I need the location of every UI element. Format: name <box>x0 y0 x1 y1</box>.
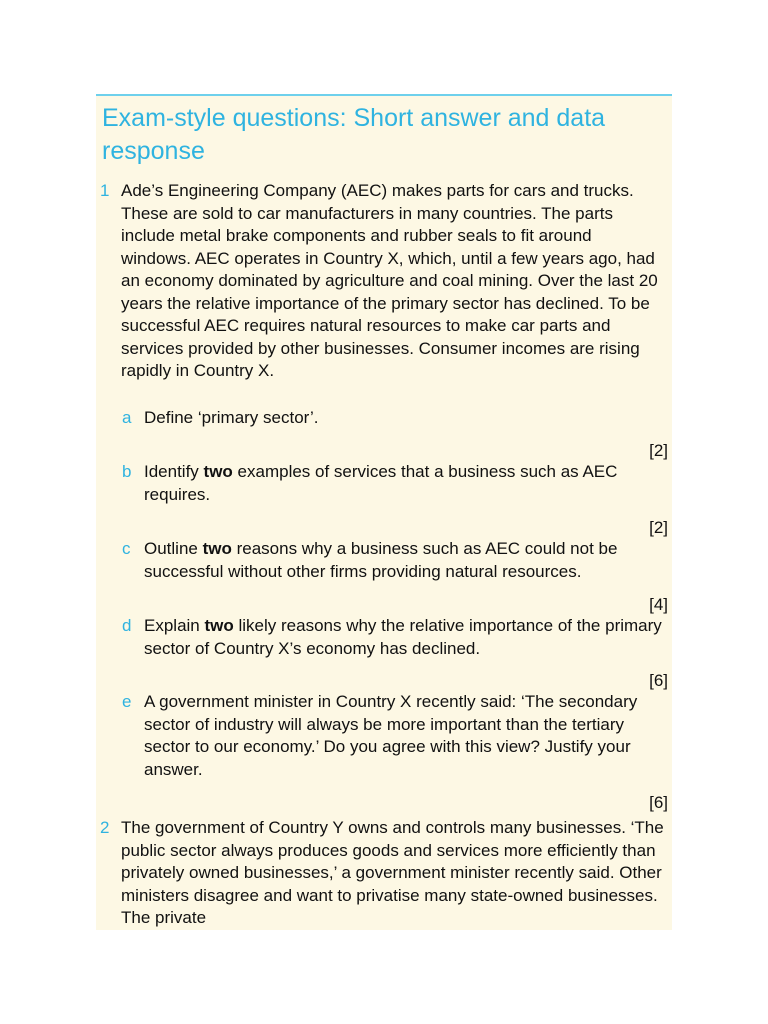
question-number: 2 <box>100 818 110 837</box>
part-letter: b <box>122 462 132 481</box>
question-1-part-b <box>122 461 632 506</box>
question-1-part-d <box>122 615 662 660</box>
question-text: Ade’s Engineering Company (AEC) makes parts for cars and trucks. These are sold to car manufacturers in many countries. The parts include metal brake components and rubber seals to fit around windows. AEC operates in Country X, which, until a few years ago, had an economy dominated by agriculture and coal mining. Over the last 20 years the relative importance of the primary sector has declined. To be successful AEC requires natural resources to make car parts and services provided by other businesses. Consumer incomes are rising rapidly in Country X. <box>121 181 658 380</box>
part-letter: d <box>122 616 132 635</box>
part-text: Explain two likely reasons why the relative importance of the primary sector of Country X’s economy has declined. <box>144 616 662 658</box>
part-text: A government minister in Country X recently said: ‘The secondary sector of industry will always be more important than the tertiary sector to our economy.’ Do you agree with this view? Justify your answer. <box>144 692 638 779</box>
part-text: Identify two examples of services that a business such as AEC requires. <box>144 462 618 504</box>
marks-label: [2] <box>649 441 668 460</box>
question-1-part-a <box>122 407 642 430</box>
marks-label: [2] <box>649 518 668 537</box>
question-text: The government of Country Y owns and controls many businesses. ‘The public sector always produces goods and services more efficiently than privately owned businesses,’ a government minister recently said. Other ministers disagree and want to privatise many state-owned businesses. The private <box>121 818 664 927</box>
part-text: Define ‘primary sector’. <box>144 408 319 427</box>
question-number: 1 <box>100 181 110 200</box>
marks-label: [6] <box>649 671 668 690</box>
question-2 <box>100 817 664 929</box>
question-1-part-c <box>122 538 662 583</box>
part-letter: e <box>122 692 132 711</box>
exam-questions-panel <box>96 94 672 930</box>
part-text: Outline two reasons why a business such as AEC could not be successful without other firms providing natural resources. <box>144 539 618 581</box>
question-1 <box>100 180 664 383</box>
section-title: Exam-style questions: Short answer and data response <box>102 104 606 165</box>
question-1-part-e <box>122 691 652 781</box>
marks-label: [4] <box>649 595 668 614</box>
part-letter: c <box>122 539 131 558</box>
part-letter: a <box>122 408 132 427</box>
marks-label: [6] <box>649 793 668 812</box>
